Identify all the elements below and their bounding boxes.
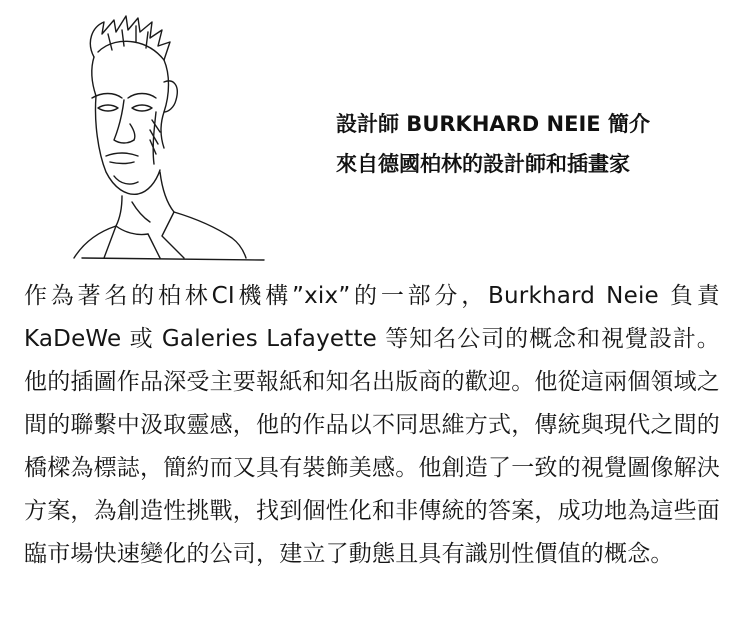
heading-block [336, 104, 736, 184]
line-drawing-portrait-icon [64, 12, 284, 262]
heading-subtitle: 來自德國柏林的設計師和插畫家 [336, 152, 630, 176]
body-paragraph: 作為著名的柏林CI機構”xix”的一部分，Burkhard Neie 負責 KaDeWe 或 Galeries Lafayette 等知名公司的概念和視覺設計。他的插圖作品深受主要報紙和知名出版商的歡迎。他從這兩個領域之間的聯繫中汲取靈感，他的作品以不同思維方式，傳統與現代之間的橋樑為標誌，簡約而又具有裝飾美感。他創造了一致的視覺圖像解決方案，為創造性挑戰，找到個性化和非傳統的答案，成功地為這些面臨市場快速變化的公司，建立了動態且具有識別性價值的概念。 [24, 283, 720, 567]
heading-title: 設計師 BURKHARD NEIE 簡介 [336, 112, 650, 136]
portrait-sketch [64, 12, 284, 262]
